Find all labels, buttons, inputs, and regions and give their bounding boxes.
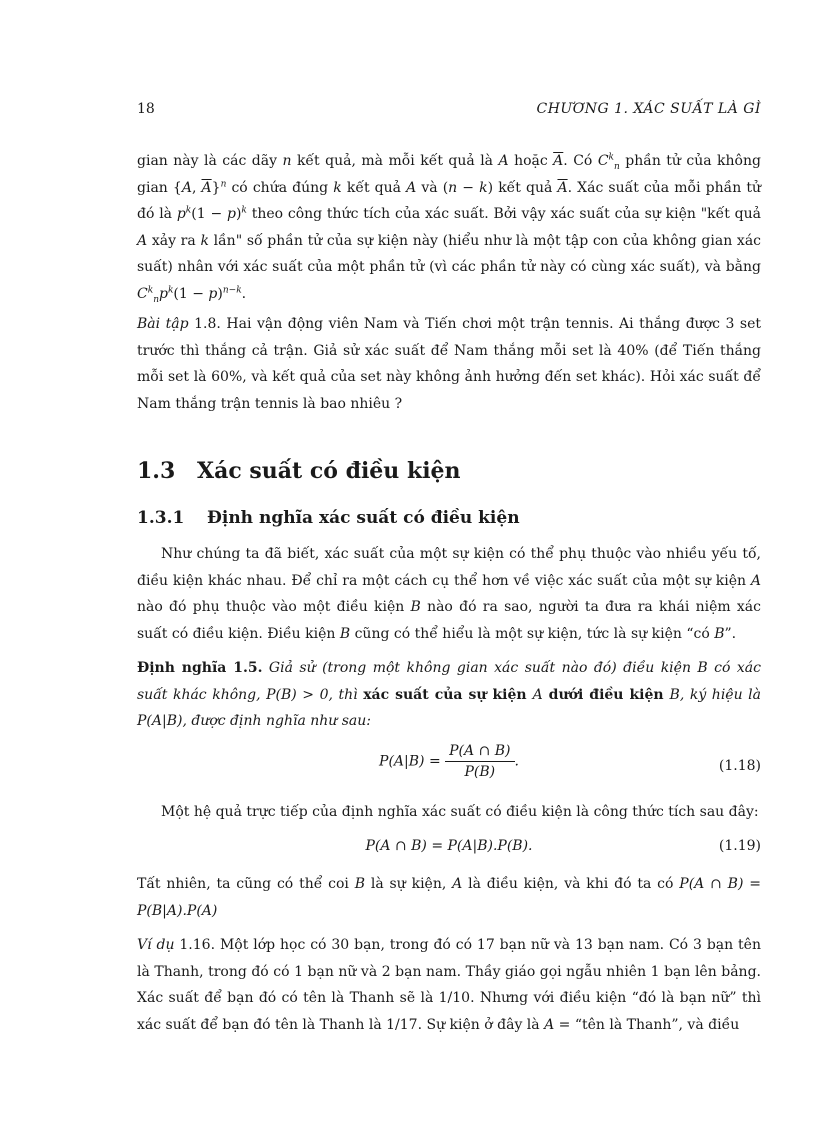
section-heading: 1.3 Xác suất có điều kiện <box>137 458 461 484</box>
example-1-16: Ví dụ 1.16. Một lớp học có 30 bạn, trong đó có 17 bạn nữ và 13 bạn nam. Có 3 bạn tên là Thanh, trong đó có 1 bạn nữ và 2 bạn nam. Thầy giáo gọi ngẫu nhiên 1 bạn lên bảng. Xác suất để bạn đó có tên là Thanh sẽ là 1/10. Nhưng với điều kiện “đó là bạn nữ” thì xác suất để bạn đó tên là Thanh là 1/17. Sự kiện ở đây là A = “tên là Thanh”, và điều <box>137 937 761 1033</box>
subsection-heading: 1.3.1 Định nghĩa xác suất có điều kiện <box>137 508 520 528</box>
page-body <box>137 148 761 1038</box>
exercise-1-8: Bài tập 1.8. Hai vận động viên Nam và Tiến chơi một trận tennis. Ai thắng được 3 set trước thì thắng cả trận. Giả sử xác suất để Nam thắng mỗi set là 40% (để Tiến thắng mỗi set là 60%, và kết quả của set này không ảnh hưởng đến set khác). Hỏi xác suất để Nam thắng trận tennis là bao nhiêu ? <box>137 316 762 412</box>
paragraph-1: gian này là các dãy n kết quả, mà mỗi kết quả là A hoặc $\overline{A}$. Có $C^k_n$ phần tử của không gian {A, $\overline{A}\}^n$ có chứa đúng k kết quả A và (n − k) kết quả $\overline{A}$. Xác suất của mỗi phần tử đó là $p^k(1 - p)^k$ theo công thức tích của xác suất. Bởi vậy xác suất của sự kiện "kết quả A xảy ra k lần" số phần tử của sự kiện này (hiểu như là một tập con của không gian xác suất) nhân với xác suất của một phần tử (vì các phần tử này có cùng xác suất), và bằng $C^k_np^k(1 - p)^{n-k}$. <box>137 152 762 305</box>
definition-1-5: Định nghĩa 1.5. Giả sử (trong một không gian xác suất nào đó) điều kiện B có xác suất khác không, P(B) > 0, thì xác suất của sự kiện A dưới điều kiện B, ký hiệu là P(A|B), được định nghĩa như sau: <box>137 660 761 729</box>
equation-1-19: P(A ∩ B) = P(A|B).P(B). (1.19) <box>137 833 761 863</box>
equation-number: (1.19) <box>718 838 761 854</box>
paragraph-4: Tất nhiên, ta cũng có thể coi B là sự kiện, A là điều kiện, và khi đó ta có P(A ∩ B) = P(B|A).P(A) <box>137 876 761 919</box>
paragraph-2: Như chúng ta đã biết, xác suất của một sự kiện có thể phụ thuộc vào nhiều yếu tố, điều kiện khác nhau. Để chỉ ra một cách cụ thể hơn về việc xác suất của một sự kiện A nào đó phụ thuộc vào một điều kiện B nào đó ra sao, người ta đưa ra khái niệm xác suất có điều kiện. Điều kiện B cũng có thể hiểu là một sự kiện, tức là sự kiện “có B”. <box>137 546 761 642</box>
paragraph-3: Một hệ quả trực tiếp của định nghĩa xác suất có điều kiện là công thức tích sau đây: <box>161 803 759 820</box>
exercise-label: Bài tập <box>137 316 189 332</box>
definition-label: Định nghĩa 1.5. <box>137 660 263 676</box>
equation-1-18: P(A|B) = $\frac{P(A \cap B)}{P(B)}$ . (1.18) <box>379 742 761 780</box>
running-header <box>137 101 761 123</box>
chapter-title: CHƯƠNG 1. XÁC SUẤT LÀ GÌ <box>536 101 761 117</box>
equation-number: (1.18) <box>718 757 761 774</box>
example-label: Ví dụ <box>137 937 175 953</box>
page-number: 18 <box>137 101 155 117</box>
